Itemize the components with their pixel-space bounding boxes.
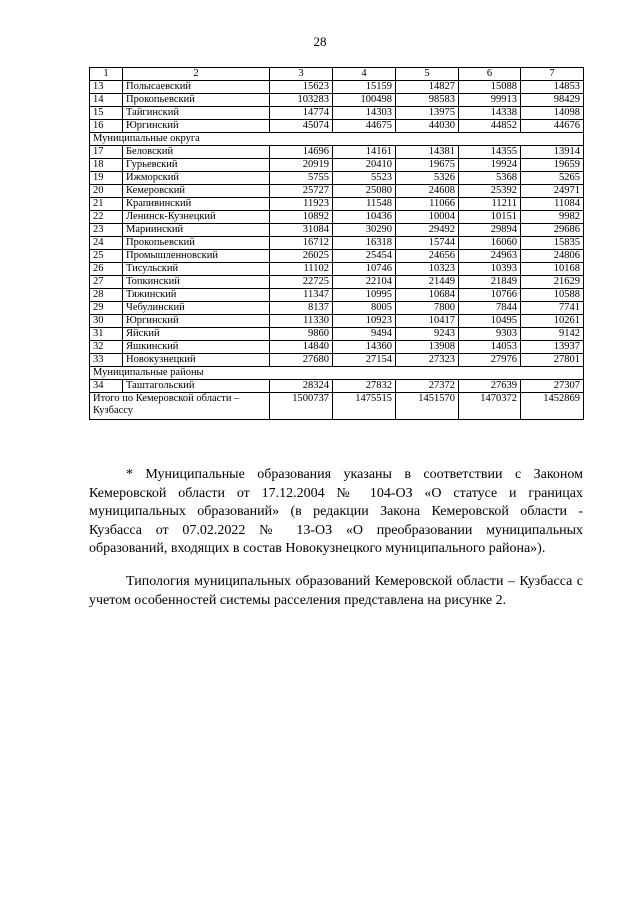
table-cell: 31 bbox=[90, 328, 123, 341]
table-cell: 14161 bbox=[333, 146, 396, 159]
table-cell: 26 bbox=[90, 263, 123, 276]
table-cell: 30 bbox=[90, 315, 123, 328]
table-cell: 27 bbox=[90, 276, 123, 289]
table-cell: 11066 bbox=[396, 198, 459, 211]
table-cell: 27154 bbox=[333, 354, 396, 367]
table-cell: 22725 bbox=[270, 276, 333, 289]
column-header: 1 bbox=[90, 68, 123, 81]
section-label: Муниципальные районы bbox=[90, 367, 584, 380]
table-cell: 10417 bbox=[396, 315, 459, 328]
table-row bbox=[90, 185, 584, 198]
table-cell: 5755 bbox=[270, 172, 333, 185]
body-paragraph: Типология муниципальных образований Кемеровской области – Кузбасса с учетом особенностей системы расселения представлена на рисунке 2. bbox=[89, 574, 583, 608]
table-cell: 9243 bbox=[396, 328, 459, 341]
section-label: Муниципальные округа bbox=[90, 133, 584, 146]
table-cell: 25 bbox=[90, 250, 123, 263]
table-cell: Полысаевский bbox=[123, 81, 270, 94]
table-row bbox=[90, 302, 584, 315]
table-cell: 18 bbox=[90, 159, 123, 172]
table-cell: Тисульский bbox=[123, 263, 270, 276]
table-cell: 22104 bbox=[333, 276, 396, 289]
table-cell: 100498 bbox=[333, 94, 396, 107]
table-cell: 28324 bbox=[270, 380, 333, 393]
table-cell: 14360 bbox=[333, 341, 396, 354]
table-cell: Тяжинский bbox=[123, 289, 270, 302]
table-cell: 21449 bbox=[396, 276, 459, 289]
table-cell: 27976 bbox=[459, 354, 521, 367]
table-cell: 5368 bbox=[459, 172, 521, 185]
table-cell: 16 bbox=[90, 120, 123, 133]
table-cell: 13 bbox=[90, 81, 123, 94]
table-cell: 14 bbox=[90, 94, 123, 107]
table-cell: 29894 bbox=[459, 224, 521, 237]
section-row bbox=[90, 367, 584, 380]
table-cell: 7844 bbox=[459, 302, 521, 315]
table-cell: 27639 bbox=[459, 380, 521, 393]
column-header: 5 bbox=[396, 68, 459, 81]
table-cell: 5523 bbox=[333, 172, 396, 185]
table-cell: 17 bbox=[90, 146, 123, 159]
table-cell: 44675 bbox=[333, 120, 396, 133]
table-cell: 10892 bbox=[270, 211, 333, 224]
table-cell: Топкинский bbox=[123, 276, 270, 289]
table-cell: 25727 bbox=[270, 185, 333, 198]
table-cell: 10436 bbox=[333, 211, 396, 224]
table-cell: 15744 bbox=[396, 237, 459, 250]
table-row bbox=[90, 172, 584, 185]
table-cell: 20919 bbox=[270, 159, 333, 172]
table-cell: 19924 bbox=[459, 159, 521, 172]
table-row bbox=[90, 81, 584, 94]
table-cell: 11548 bbox=[333, 198, 396, 211]
table-row bbox=[90, 250, 584, 263]
table-cell: 25454 bbox=[333, 250, 396, 263]
table-row bbox=[90, 263, 584, 276]
table-cell: 29492 bbox=[396, 224, 459, 237]
table-cell: 13975 bbox=[396, 107, 459, 120]
table-cell: 8137 bbox=[270, 302, 333, 315]
table-cell: 10746 bbox=[333, 263, 396, 276]
column-header: 2 bbox=[123, 68, 270, 81]
table-cell: 10923 bbox=[333, 315, 396, 328]
table-cell: Беловский bbox=[123, 146, 270, 159]
table-cell: 16318 bbox=[333, 237, 396, 250]
table-cell: 8005 bbox=[333, 302, 396, 315]
table-cell: 10393 bbox=[459, 263, 521, 276]
table-row bbox=[90, 94, 584, 107]
table-cell: 27307 bbox=[521, 380, 584, 393]
table-cell: Яйский bbox=[123, 328, 270, 341]
table-cell: 11084 bbox=[521, 198, 584, 211]
table-row bbox=[90, 159, 584, 172]
table-row bbox=[90, 341, 584, 354]
table-cell: 27680 bbox=[270, 354, 333, 367]
total-value: 1451570 bbox=[396, 393, 459, 420]
table-cell: 10766 bbox=[459, 289, 521, 302]
table-cell: Новокузнецкий bbox=[123, 354, 270, 367]
table-row bbox=[90, 315, 584, 328]
table-cell: 24963 bbox=[459, 250, 521, 263]
table-cell: 9142 bbox=[521, 328, 584, 341]
table-cell: 5326 bbox=[396, 172, 459, 185]
table-cell: 11330 bbox=[270, 315, 333, 328]
table-cell: 11102 bbox=[270, 263, 333, 276]
table-cell: 44030 bbox=[396, 120, 459, 133]
table-cell: 10261 bbox=[521, 315, 584, 328]
table-cell: Юргинский bbox=[123, 315, 270, 328]
table-row bbox=[90, 120, 584, 133]
table-cell: 10995 bbox=[333, 289, 396, 302]
total-row bbox=[90, 393, 584, 420]
table-cell: 45074 bbox=[270, 120, 333, 133]
table-cell: 5265 bbox=[521, 172, 584, 185]
table-cell: 34 bbox=[90, 380, 123, 393]
table-cell: 27323 bbox=[396, 354, 459, 367]
table-cell: 98429 bbox=[521, 94, 584, 107]
column-header: 7 bbox=[521, 68, 584, 81]
table-row bbox=[90, 211, 584, 224]
table-cell: 103283 bbox=[270, 94, 333, 107]
table-cell: 11923 bbox=[270, 198, 333, 211]
table-cell: 7741 bbox=[521, 302, 584, 315]
table-cell: 10151 bbox=[459, 211, 521, 224]
table-cell: 44852 bbox=[459, 120, 521, 133]
table-cell: Юргинский bbox=[123, 120, 270, 133]
table-cell: 16712 bbox=[270, 237, 333, 250]
table-cell: 10168 bbox=[521, 263, 584, 276]
table-cell: 14303 bbox=[333, 107, 396, 120]
table-cell: 24656 bbox=[396, 250, 459, 263]
table-cell: 19675 bbox=[396, 159, 459, 172]
table-cell: 32 bbox=[90, 341, 123, 354]
table-cell: Яшкинский bbox=[123, 341, 270, 354]
table-cell: 29686 bbox=[521, 224, 584, 237]
table-cell: 14827 bbox=[396, 81, 459, 94]
table-cell: 98583 bbox=[396, 94, 459, 107]
table-cell: 11211 bbox=[459, 198, 521, 211]
table-cell: 44676 bbox=[521, 120, 584, 133]
table-cell: 16060 bbox=[459, 237, 521, 250]
table-cell: 21849 bbox=[459, 276, 521, 289]
table-row bbox=[90, 354, 584, 367]
table-cell: 14853 bbox=[521, 81, 584, 94]
table-cell: 9860 bbox=[270, 328, 333, 341]
table-cell: 30290 bbox=[333, 224, 396, 237]
table-cell: 14774 bbox=[270, 107, 333, 120]
footnote: * Муниципальные образования указаны в соответствии с Законом Кемеровской области от 17.12.2004 № 104-ОЗ «О статусе и границах муниципальных образований» (в редакции Закона Кемеровской области - Кузбасса от 07.02.2022 № 13-ОЗ «О преобразовании муниципальных образований, входящих в состав Новокузнецкого муниципального района»). bbox=[89, 467, 583, 556]
table-cell: 21629 bbox=[521, 276, 584, 289]
table-cell: 20 bbox=[90, 185, 123, 198]
table-cell: 13914 bbox=[521, 146, 584, 159]
table-cell: 26025 bbox=[270, 250, 333, 263]
table-cell: Ижморский bbox=[123, 172, 270, 185]
table-cell: 7800 bbox=[396, 302, 459, 315]
population-table bbox=[89, 67, 584, 420]
table-cell: 10004 bbox=[396, 211, 459, 224]
table-cell: Гурьевский bbox=[123, 159, 270, 172]
table-cell: Прокопьевский bbox=[123, 94, 270, 107]
table-cell: 9494 bbox=[333, 328, 396, 341]
table-cell: 14098 bbox=[521, 107, 584, 120]
total-value: 1500737 bbox=[270, 393, 333, 420]
table-cell: 24608 bbox=[396, 185, 459, 198]
table-cell: 27372 bbox=[396, 380, 459, 393]
table-cell: 24 bbox=[90, 237, 123, 250]
table-cell: Крапивинский bbox=[123, 198, 270, 211]
table-cell: 10495 bbox=[459, 315, 521, 328]
table-row bbox=[90, 224, 584, 237]
table-cell: 10323 bbox=[396, 263, 459, 276]
table-cell: 31084 bbox=[270, 224, 333, 237]
table-row bbox=[90, 146, 584, 159]
table-cell: 9303 bbox=[459, 328, 521, 341]
table-row bbox=[90, 289, 584, 302]
column-header: 6 bbox=[459, 68, 521, 81]
table-cell: 15159 bbox=[333, 81, 396, 94]
table-cell: 15088 bbox=[459, 81, 521, 94]
table-cell: Промышленновский bbox=[123, 250, 270, 263]
table-cell: 15835 bbox=[521, 237, 584, 250]
table-cell: 14696 bbox=[270, 146, 333, 159]
table-row bbox=[90, 107, 584, 120]
table-cell: 25080 bbox=[333, 185, 396, 198]
table-cell: 15 bbox=[90, 107, 123, 120]
table-cell: 13937 bbox=[521, 341, 584, 354]
table-cell: 20410 bbox=[333, 159, 396, 172]
table-cell: Таштагольский bbox=[123, 380, 270, 393]
table-cell: 11347 bbox=[270, 289, 333, 302]
table-cell: 9982 bbox=[521, 211, 584, 224]
table-cell: 24971 bbox=[521, 185, 584, 198]
table-cell: 14381 bbox=[396, 146, 459, 159]
table-cell: Ленинск-Кузнецкий bbox=[123, 211, 270, 224]
table-cell: 14053 bbox=[459, 341, 521, 354]
table-header-row bbox=[90, 68, 584, 81]
table-cell: 25392 bbox=[459, 185, 521, 198]
table-cell: 14338 bbox=[459, 107, 521, 120]
table-cell: 29 bbox=[90, 302, 123, 315]
page-number: 28 bbox=[313, 34, 327, 49]
table-cell: 22 bbox=[90, 211, 123, 224]
table-cell: 19 bbox=[90, 172, 123, 185]
table-row bbox=[90, 237, 584, 250]
total-value: 1475515 bbox=[333, 393, 396, 420]
table-row bbox=[90, 380, 584, 393]
table-cell: 99913 bbox=[459, 94, 521, 107]
table-cell: 24806 bbox=[521, 250, 584, 263]
table-cell: 27801 bbox=[521, 354, 584, 367]
table-cell: Кемеровский bbox=[123, 185, 270, 198]
total-value: 1452869 bbox=[521, 393, 584, 420]
table-cell: 28 bbox=[90, 289, 123, 302]
total-label: Итого по Кемеровской области – Кузбассу bbox=[90, 393, 270, 420]
table-cell: 23 bbox=[90, 224, 123, 237]
table-cell: 14355 bbox=[459, 146, 521, 159]
table-cell: Мариинский bbox=[123, 224, 270, 237]
table-cell: 10684 bbox=[396, 289, 459, 302]
table-cell: Прокопьевский bbox=[123, 237, 270, 250]
table-row bbox=[90, 276, 584, 289]
table-row bbox=[90, 198, 584, 211]
column-header: 3 bbox=[270, 68, 333, 81]
table-cell: 27832 bbox=[333, 380, 396, 393]
column-header: 4 bbox=[333, 68, 396, 81]
table-cell: 13908 bbox=[396, 341, 459, 354]
table-row bbox=[90, 328, 584, 341]
section-row bbox=[90, 133, 584, 146]
table-cell: Тайгинский bbox=[123, 107, 270, 120]
table-cell: 15623 bbox=[270, 81, 333, 94]
table-cell: 19659 bbox=[521, 159, 584, 172]
table-cell: 10588 bbox=[521, 289, 584, 302]
table-cell: Чебулинский bbox=[123, 302, 270, 315]
table-cell: 14840 bbox=[270, 341, 333, 354]
table-cell: 33 bbox=[90, 354, 123, 367]
total-value: 1470372 bbox=[459, 393, 521, 420]
table-cell: 21 bbox=[90, 198, 123, 211]
